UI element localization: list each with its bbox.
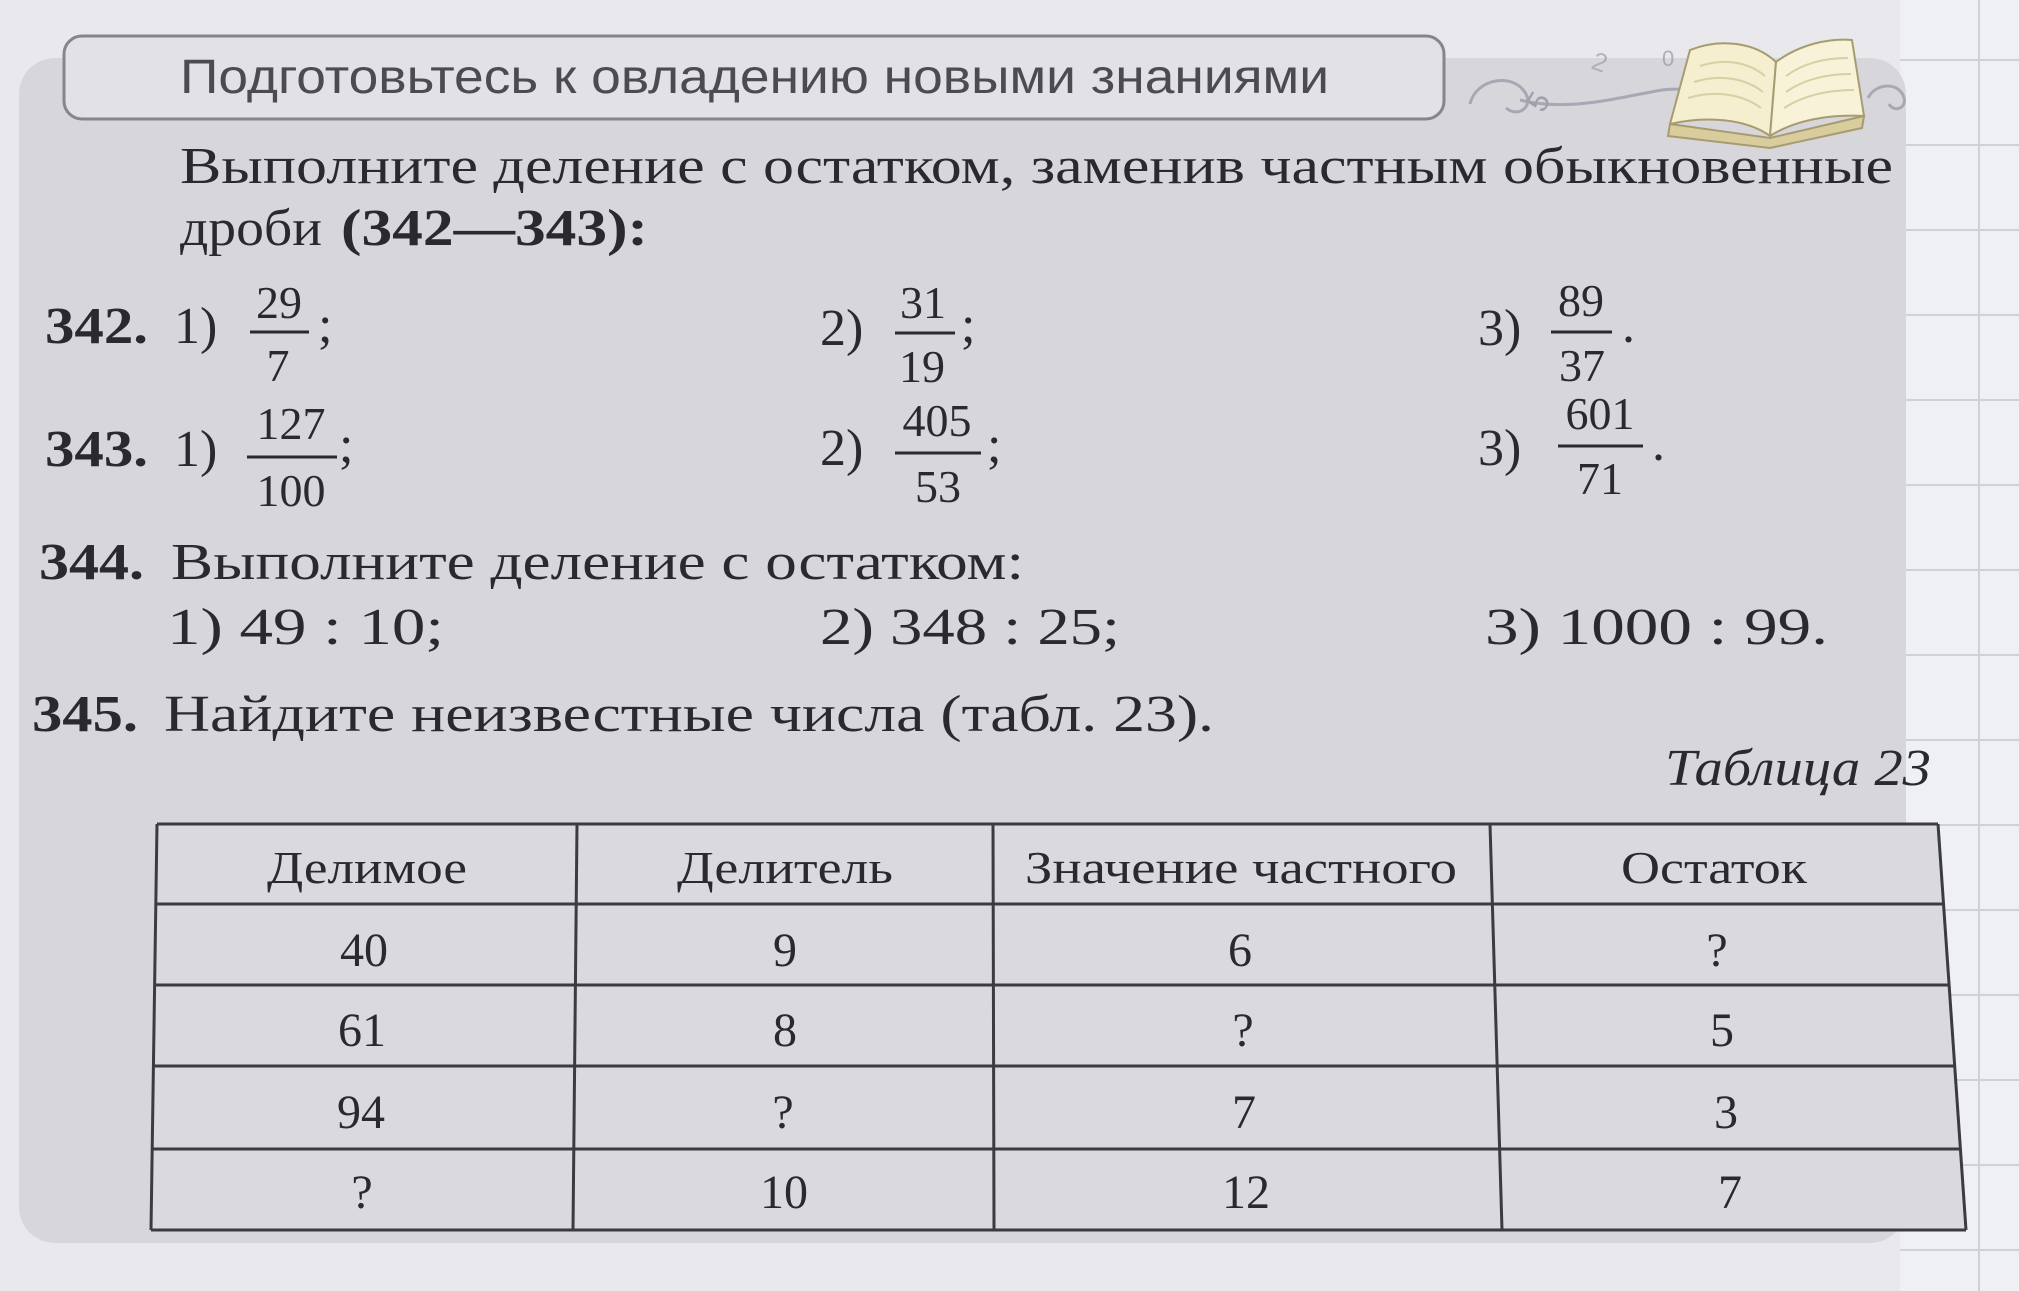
column-header-remainder: Остаток: [1621, 842, 1808, 893]
item-label: 1): [174, 298, 218, 355]
decoration-digit: 5: [1520, 86, 1558, 118]
numerator: 127: [256, 398, 326, 449]
item-label: 3): [1478, 300, 1522, 357]
decoration-digit: 2: [1587, 45, 1612, 79]
item-label: 2): [820, 300, 864, 357]
punctuation: ;: [961, 297, 976, 354]
numerator: 29: [256, 277, 302, 328]
item-label: 3): [1478, 420, 1522, 477]
open-book-icon: [1668, 40, 1864, 148]
instruction-range: (342—343):: [341, 200, 648, 257]
denominator: 71: [1577, 453, 1623, 504]
table-cell: 9: [773, 924, 797, 977]
table-cell: ?: [1706, 924, 1728, 977]
problem-number: 345.: [32, 686, 138, 743]
denominator: 53: [915, 461, 961, 512]
table-23: [151, 824, 1966, 1230]
table-cell: ?: [351, 1166, 373, 1219]
table-cell: 10: [760, 1166, 808, 1219]
instruction-line-1: Выполните деление с остатком, заменив частным обыкновенные: [180, 138, 1893, 195]
column-header-quotient: Значение частного: [1025, 842, 1457, 893]
denominator: 100: [256, 465, 326, 516]
table-cell: 12: [1222, 1166, 1270, 1219]
fraction: [247, 398, 337, 516]
division-item: 3) 1000 : 99.: [1485, 599, 1828, 656]
section-title: Подготовьтесь к овладению новыми знаниями: [180, 51, 1329, 104]
column-header-divisor: Делитель: [677, 842, 893, 893]
column-header-dividend: Делимое: [267, 842, 467, 893]
table-cell: 6: [1228, 924, 1252, 977]
table-cell: 40: [340, 924, 388, 977]
problem-number: 344.: [39, 534, 144, 591]
item-label: 2): [820, 420, 864, 477]
denominator: 19: [899, 341, 945, 392]
punctuation: ;: [318, 297, 333, 354]
denominator: 7: [266, 340, 290, 391]
punctuation: ;: [339, 417, 354, 474]
table-cell: 94: [337, 1086, 385, 1139]
punctuation: .: [1622, 297, 1635, 354]
punctuation: ;: [987, 417, 1002, 474]
numerator: 31: [900, 277, 946, 328]
decoration-digit: 0: [1662, 46, 1675, 71]
punctuation: .: [1652, 415, 1665, 472]
table-cell: ?: [1232, 1004, 1254, 1057]
division-item: 1) 49 : 10;: [167, 599, 444, 656]
denominator: 37: [1559, 340, 1605, 391]
table-cell: 61: [338, 1004, 386, 1057]
table-cell: 7: [1718, 1166, 1742, 1219]
numerator: 89: [1558, 275, 1604, 326]
table-cell: 5: [1710, 1004, 1734, 1057]
section-header: [64, 36, 1444, 119]
problem-text: Найдите неизвестные числа (табл. 23).: [164, 686, 1214, 743]
table-cell: 3: [1714, 1086, 1738, 1139]
instruction-line-2: дроби: [180, 200, 322, 257]
table-caption: Таблица 23: [1665, 740, 1931, 797]
numerator: 601: [1565, 388, 1635, 439]
table-cell: ?: [772, 1086, 794, 1139]
problem-number: 342.: [45, 298, 148, 355]
problem-text: Выполните деление с остатком:: [171, 534, 1024, 591]
problem-number: 343.: [45, 421, 148, 478]
table-cell: 7: [1232, 1086, 1256, 1139]
table-cell: 8: [773, 1004, 797, 1057]
division-item: 2) 348 : 25;: [820, 599, 1120, 656]
numerator: 405: [902, 395, 972, 446]
problem-345: [32, 686, 1214, 743]
fraction: [1551, 275, 1612, 391]
item-label: 1): [174, 421, 218, 478]
